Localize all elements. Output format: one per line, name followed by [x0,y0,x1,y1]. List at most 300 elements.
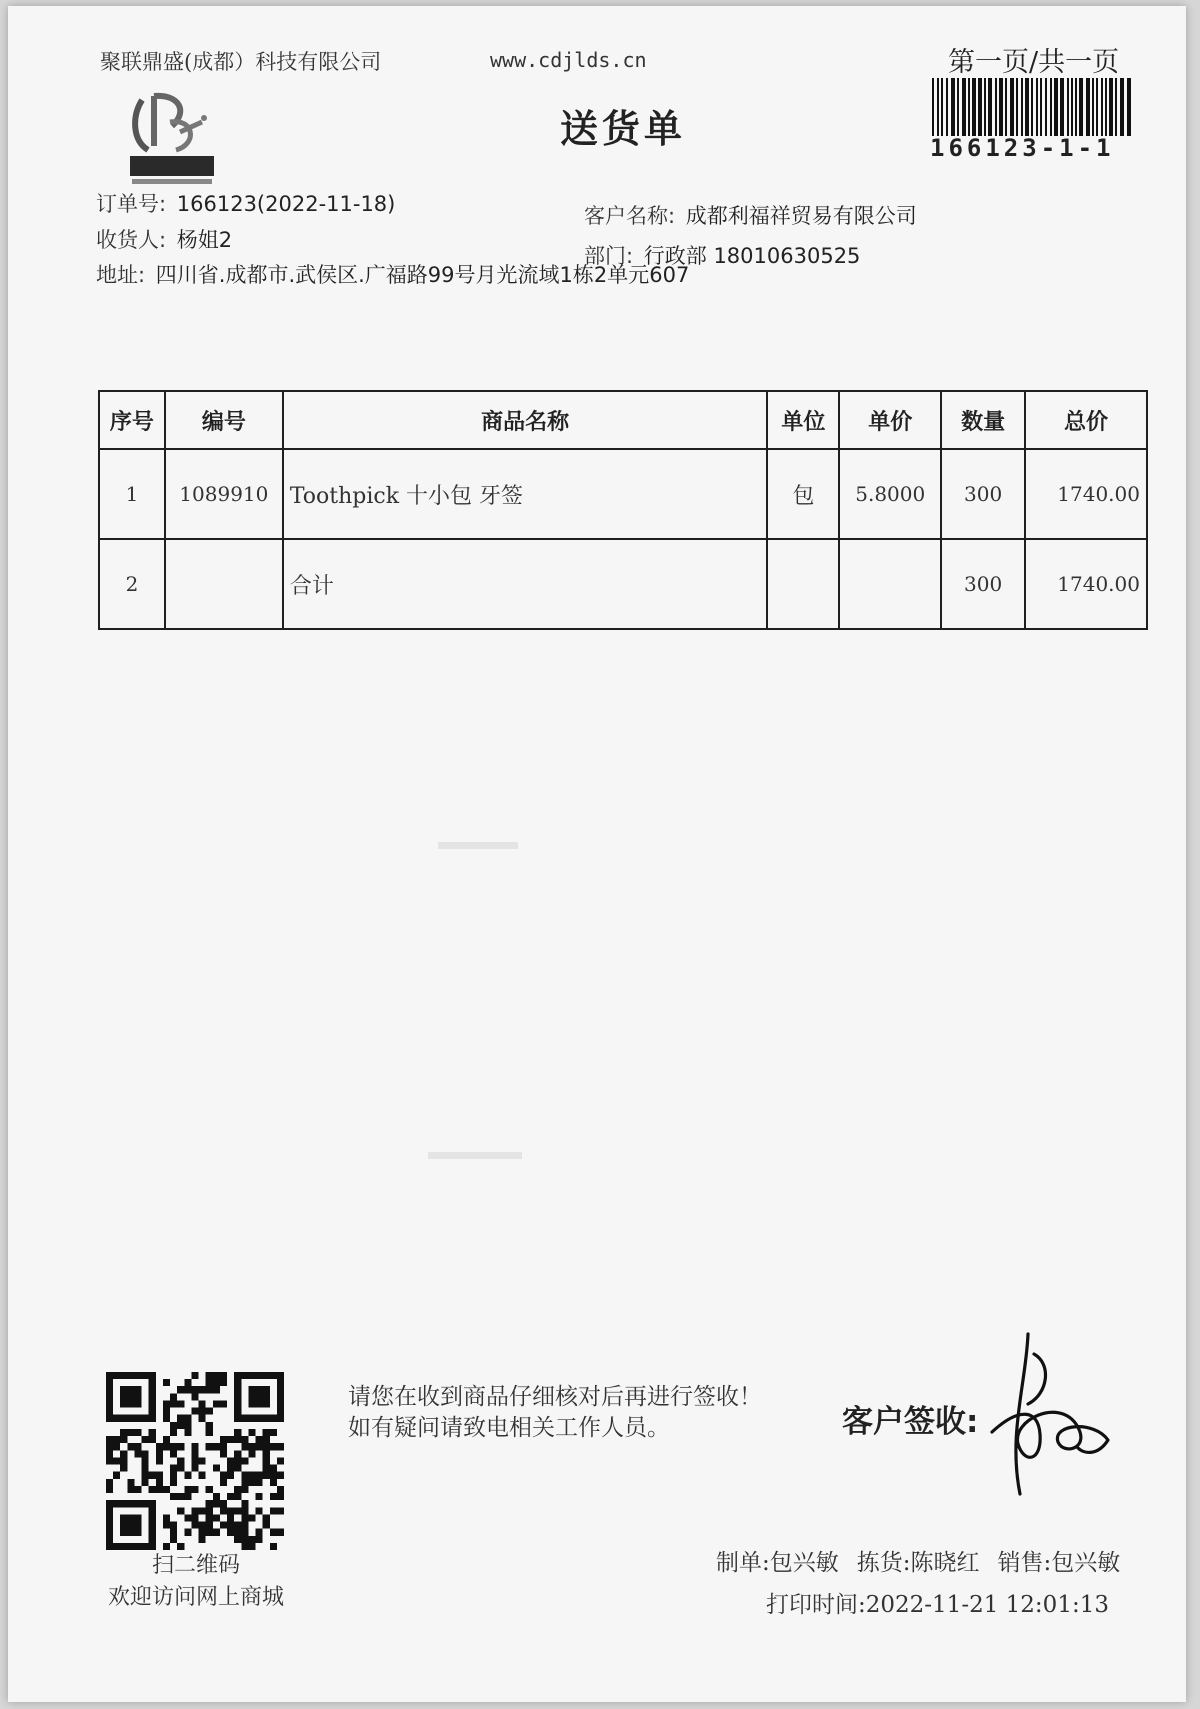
company-logo [124,88,220,188]
qr-module [199,1408,206,1415]
cell-qty: 300 [941,539,1025,629]
qr-module [206,1486,213,1493]
qr-caption-line-2: 欢迎访问网上商城 [107,1585,284,1610]
qr-module [206,1386,213,1393]
qr-module [206,1514,213,1521]
qr-module [277,1493,284,1500]
barcode-bar [1079,78,1083,136]
qr-module [184,1529,191,1536]
barcode-bar [988,78,992,136]
qr-module [234,1536,241,1543]
qr-module [127,1443,134,1450]
qr-module [227,1522,234,1529]
barcode-bar [984,78,986,136]
barcode-bar [1101,78,1103,136]
qr-module [263,1522,270,1529]
qr-module [163,1443,170,1450]
company-website: www.cdjlds.cn [490,48,647,72]
qr-module [227,1493,234,1500]
qr-module [191,1443,198,1450]
qr-module [248,1450,255,1457]
qr-module [170,1393,177,1400]
barcode [930,78,1138,136]
barcode-bar [1086,78,1090,136]
cell-price: 5.8000 [839,449,941,539]
qr-module [234,1507,241,1514]
faint-mark [428,1152,522,1159]
qr-module [241,1536,248,1543]
qr-module [156,1450,163,1457]
qr-module [199,1536,206,1543]
faint-mark [438,842,518,849]
qr-module [241,1472,248,1479]
qr-module [156,1486,163,1493]
qr-module [177,1422,184,1429]
qr-module [191,1465,198,1472]
barcode-bar [1005,78,1007,136]
qr-module [220,1479,227,1486]
qr-module [163,1415,170,1422]
qr-module [120,1457,127,1464]
qr-module [270,1529,277,1536]
qr-module [184,1415,191,1422]
qr-module [142,1457,149,1464]
barcode-bar [1036,78,1038,136]
qr-module [184,1493,191,1500]
qr-module [234,1465,241,1472]
qr-module [270,1479,277,1486]
qr-module [156,1443,163,1450]
qr-module [234,1450,241,1457]
qr-module [156,1457,163,1464]
department-line [584,240,860,270]
maker: 制单:包兴敏 [716,1550,839,1576]
cell-qty: 300 [941,449,1025,539]
qr-module [263,1514,270,1521]
qr-module [213,1529,220,1536]
goods-table [98,390,1148,630]
delivery-note-sheet [8,6,1186,1702]
qr-module [177,1543,184,1550]
qr-module [213,1465,220,1472]
qr-module [142,1472,149,1479]
qr-module [206,1507,213,1514]
qr-module [241,1479,248,1486]
qr-finder [120,1386,141,1407]
cell-unit [767,539,839,629]
qr-module [270,1465,277,1472]
qr-module [184,1386,191,1393]
qr-module [241,1514,248,1521]
qr-module [220,1436,227,1443]
qr-module [199,1415,206,1422]
cell-total: 1740.00 [1025,449,1147,539]
qr-module [213,1386,220,1393]
receiver-name: 杨姐2 [176,228,233,252]
qr-module [256,1536,263,1543]
staff-line [716,1544,1120,1577]
qr-module [191,1408,198,1415]
qr-module [142,1465,149,1472]
qr-module [120,1450,127,1457]
qr-module [149,1429,156,1436]
qr-module [170,1465,177,1472]
qr-module [163,1486,170,1493]
barcode-bar [951,78,955,136]
print-time: 打印时间:2022-11-21 12:01:13 [766,1592,1109,1618]
table-header-row [99,391,1147,449]
qr-module [191,1450,198,1457]
col-header-unit: 单位 [767,391,839,449]
qr-module [220,1379,227,1386]
order-number: 166123(2022-11-18) [176,192,396,216]
address: 四川省.成都市.武侯区.广福路99号月光流域1栋2单元607 [155,263,690,287]
qr-module [191,1507,198,1514]
qr-module [156,1472,163,1479]
barcode-bar [1067,78,1069,136]
qr-module [120,1429,127,1436]
qr-module [106,1450,113,1457]
qr-module [234,1457,241,1464]
qr-module [256,1507,263,1514]
qr-module [149,1472,156,1479]
qr-module [234,1486,241,1493]
qr-module [227,1465,234,1472]
qr-module [127,1486,134,1493]
qr-module [156,1479,163,1486]
qr-module [191,1393,198,1400]
qr-finder [248,1386,269,1407]
qr-module [213,1514,220,1521]
qr-module [256,1493,263,1500]
qr-module [191,1514,198,1521]
qr-module [199,1507,206,1514]
qr-module [256,1436,263,1443]
qr-module [277,1443,284,1450]
qr-module [177,1415,184,1422]
qr-module [227,1529,234,1536]
picker: 拣货:陈晓红 [856,1550,980,1576]
customer-name: 成都利福祥贸易有限公司 [685,204,917,228]
qr-module [170,1450,177,1457]
qr-module [184,1422,191,1429]
qr-module [163,1543,170,1550]
barcode-bar [962,78,966,136]
barcode-bar [1071,78,1073,136]
barcode-bar [972,78,976,136]
qr-module [277,1529,284,1536]
qr-module [277,1457,284,1464]
qr-module [248,1543,255,1550]
barcode-bar [978,78,982,136]
qr-module [220,1472,227,1479]
qr-module [248,1479,255,1486]
qr-module [142,1450,149,1457]
qr-module [184,1429,191,1436]
qr-module [163,1514,170,1521]
qr-module [256,1529,263,1536]
qr-module [170,1472,177,1479]
qr-module [177,1443,184,1450]
qr-module [206,1529,213,1536]
qr-caption-line-1: 扫二维码 [151,1553,240,1578]
cell-seq: 2 [99,539,165,629]
qr-module [177,1400,184,1407]
page-info: 第一页/共一页 [948,47,1120,78]
col-header-total: 总价 [1025,391,1147,449]
barcode-bar [1050,78,1052,136]
sales: 销售:包兴敏 [997,1550,1121,1576]
qr-module [220,1507,227,1514]
qr-module [163,1408,170,1415]
qr-module [106,1486,113,1493]
qr-module [213,1379,220,1386]
qr-module [163,1400,170,1407]
qr-module [256,1479,263,1486]
cell-code [165,539,283,629]
qr-module [234,1529,241,1536]
cell-unit: 包 [767,449,839,539]
qr-module [127,1479,134,1486]
cell-name: Toothpick 十小包 牙签 [283,449,768,539]
qr-module [277,1507,284,1514]
qr-module [170,1522,177,1529]
qr-module [120,1465,127,1472]
customer-sign-label: 客户签收: [842,1404,979,1440]
qr-module [142,1436,149,1443]
barcode-bar [995,78,997,136]
qr-module [206,1379,213,1386]
qr-module [177,1457,184,1464]
qr-module [177,1465,184,1472]
qr-module [199,1472,206,1479]
qr-module [191,1386,198,1393]
barcode-bar [1021,78,1023,136]
qr-module [213,1443,220,1450]
qr-module [163,1522,170,1529]
qr-module [199,1522,206,1529]
qr-module [263,1443,270,1450]
document-title: 送货单 [560,106,687,151]
qr-module [206,1422,213,1429]
barcode-bar [1016,78,1018,136]
qr-module [134,1486,141,1493]
cell-total: 1740.00 [1025,539,1147,629]
order-number-label: 订单号: [96,192,167,216]
qr-module [191,1372,198,1379]
qr-module [199,1457,206,1464]
qr-module [113,1436,120,1443]
qr-module [177,1386,184,1393]
qr-module [220,1372,227,1379]
barcode-bar [1109,78,1113,136]
department-label: 部门: [584,244,634,268]
qr-module [213,1400,220,1407]
qr-module [220,1522,227,1529]
cell-name: 合计 [283,539,768,629]
qr-module [270,1493,277,1500]
qr-module [184,1514,191,1521]
qr-module [127,1429,134,1436]
qr-module [263,1457,270,1464]
qr-module [220,1500,227,1507]
qr-module [206,1408,213,1415]
qr-module [248,1536,255,1543]
qr-module [213,1500,220,1507]
barcode-bar [1092,78,1094,136]
qr-module [177,1493,184,1500]
qr-module [170,1429,177,1436]
qr-module [263,1429,270,1436]
qr-module [170,1443,177,1450]
barcode-bar [999,78,1003,136]
qr-module [191,1457,198,1464]
receiver-line [96,224,232,254]
qr-module [248,1443,255,1450]
qr-code [106,1372,284,1550]
qr-module [163,1379,170,1386]
company-name: 聚联鼎盛(成都）科技有限公司 [100,50,382,74]
qr-module [170,1536,177,1543]
qr-module [184,1472,191,1479]
qr-module [256,1443,263,1450]
barcode-bar [957,78,959,136]
qr-module [263,1436,270,1443]
qr-module [234,1429,241,1436]
qr-module [184,1379,191,1386]
barcode-bar [937,78,939,136]
qr-module [220,1443,227,1450]
qr-module [241,1500,248,1507]
barcode-bar [968,78,970,136]
col-header-qty: 数量 [941,391,1025,449]
qr-module [142,1479,149,1486]
barcode-bar [932,78,934,136]
qr-module [184,1486,191,1493]
qr-module [241,1436,248,1443]
qr-module [270,1543,277,1550]
barcode-bar [1096,78,1098,136]
barcode-number: 166123-1-1 [930,134,1115,162]
col-header-seq: 序号 [99,391,165,449]
qr-module [256,1472,263,1479]
qr-module [134,1443,141,1450]
qr-module [234,1522,241,1529]
qr-module [227,1507,234,1514]
qr-module [277,1486,284,1493]
col-header-code: 编号 [165,391,283,449]
qr-module [234,1493,241,1500]
qr-module [248,1429,255,1436]
qr-module [220,1450,227,1457]
cell-seq: 1 [99,449,165,539]
qr-module [213,1493,220,1500]
qr-module [199,1386,206,1393]
barcode-bar [1105,78,1107,136]
qr-module [227,1472,234,1479]
barcode-bar [946,78,948,136]
qr-module [106,1436,113,1443]
department: 行政部 18010630525 [643,244,861,268]
qr-module [241,1543,248,1550]
qr-module [120,1436,127,1443]
qr-module [206,1522,213,1529]
qr-module [248,1472,255,1479]
qr-module [227,1514,234,1521]
qr-module [149,1486,156,1493]
qr-module [241,1457,248,1464]
cell-price [839,539,941,629]
customer-line [584,200,917,230]
handwritten-signature [968,1324,1118,1504]
barcode-bar [1060,78,1064,136]
barcode-bar [1025,78,1029,136]
qr-module [170,1529,177,1536]
qr-module [113,1457,120,1464]
barcode-bar [1120,78,1124,136]
qr-module [170,1400,177,1407]
col-header-name: 商品名称 [283,391,768,449]
qr-module [270,1507,277,1514]
customer-label: 客户名称: [584,204,676,228]
qr-module [241,1529,248,1536]
col-header-price: 单价 [839,391,941,449]
qr-module [191,1486,198,1493]
barcode-bar [941,78,943,136]
qr-module [170,1479,177,1486]
qr-module [206,1443,213,1450]
table-row [99,449,1147,539]
qr-module [206,1372,213,1379]
barcode-bar [1031,78,1033,136]
qr-module [106,1479,113,1486]
table-row [99,539,1147,629]
qr-module [206,1500,213,1507]
qr-module [241,1522,248,1529]
qr-module [241,1507,248,1514]
qr-module [163,1436,170,1443]
qr-module [113,1443,120,1450]
barcode-bar [1075,78,1077,136]
qr-module [199,1529,206,1536]
qr-module [170,1493,177,1500]
qr-module [206,1429,213,1436]
qr-module [277,1472,284,1479]
qr-module [270,1472,277,1479]
qr-module [199,1400,206,1407]
qr-module [177,1507,184,1514]
qr-module [263,1472,270,1479]
qr-module [220,1400,227,1407]
qr-module [234,1436,241,1443]
receiver-label: 收货人: [96,228,167,252]
qr-module [270,1429,277,1436]
qr-module [113,1472,120,1479]
barcode-bar [1127,78,1131,136]
qr-module [134,1429,141,1436]
qr-module [227,1436,234,1443]
barcode-bar [1115,78,1117,136]
qr-module [248,1514,255,1521]
qr-module [241,1486,248,1493]
qr-caption [88,1550,304,1614]
qr-finder [120,1514,141,1535]
qr-module [149,1436,156,1443]
qr-module [227,1457,234,1464]
qr-module [106,1443,113,1450]
receipt-notice: 请您在收到商品仔细核对后再进行签收！如有疑问请致电相关工作人员。 [348,1384,762,1441]
barcode-bar [1045,78,1047,136]
